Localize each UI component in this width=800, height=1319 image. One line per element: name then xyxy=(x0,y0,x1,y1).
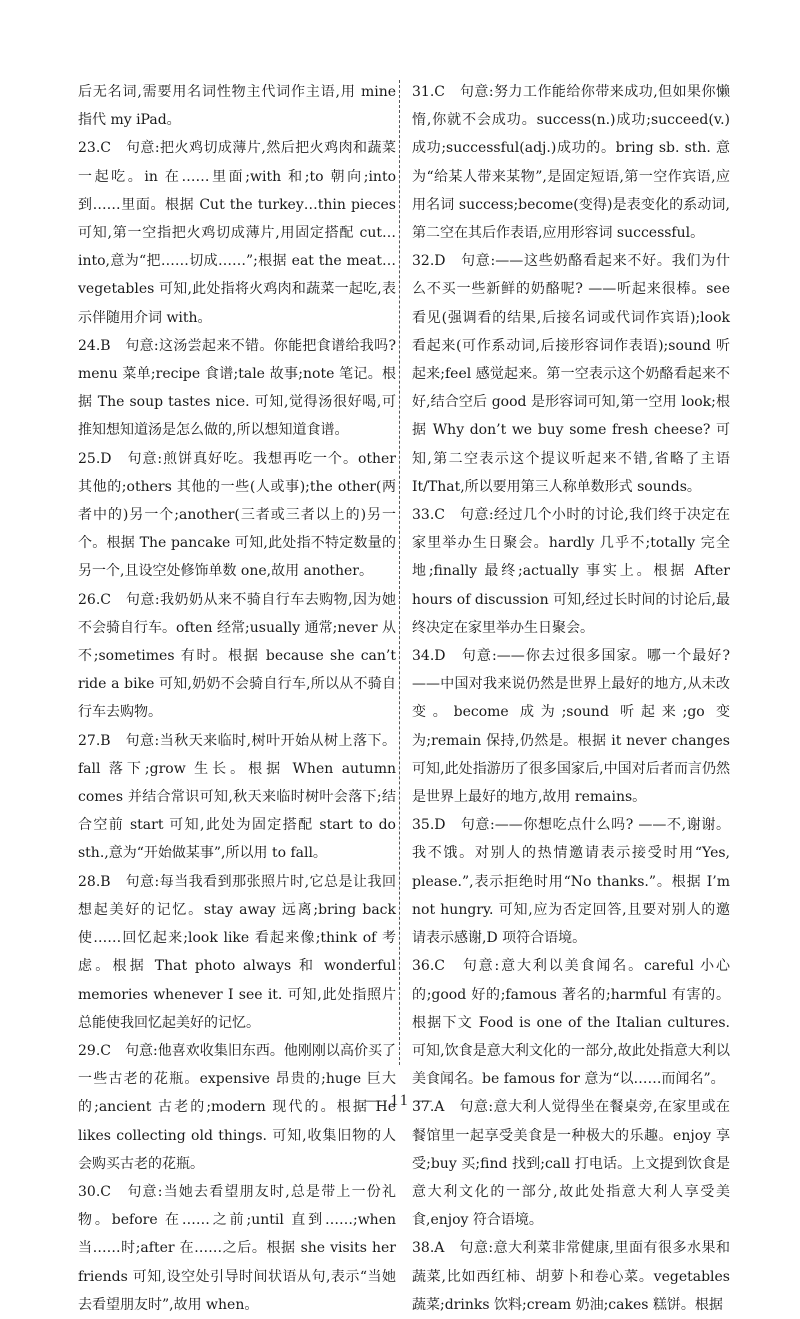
answer-paragraph: 37.A 句意:意大利人觉得坐在餐桌旁,在家里或在餐馆里一起享受美食是一种极大的乐趣。enjoy 享受;buy 买;find 找到;call 打电话。上文提到饮食是意大利文化的一部分,故此处指意大利人享受美食,enjoy 符合语境。 xyxy=(412,1099,730,1229)
answer-paragraph: 28.B 句意:每当我看到那张照片时,它总是让我回想起美好的记忆。stay away 远离;bring back 使……回忆起来;look like 看起来像;think of 考虑。根据 That photo always 和 wonderful memories whenever I see it. 可知,此处指照片总能使我回忆起美好的记忆。 xyxy=(78,873,396,1031)
answer-paragraph: 35.D 句意:——你想吃点什么吗? ——不,谢谢。我不饿。对别人的热情邀请表示接受时用“Yes, please.”,表示拒绝时用“No thanks.”。根据 I’m not hungry. 可知,应为否定回答,且要对别人的邀请表示感谢,D 项符合语境。 xyxy=(412,817,730,947)
answer-paragraph: 38.A 句意:意大利菜非常健康,里面有很多水果和蔬菜,比如西红柿、胡萝卜和卷心菜。vegetables 蔬菜;drinks 饮料;cream 奶油;cakes 糕饼。根据 xyxy=(412,1240,730,1313)
page-number: — 11 — xyxy=(366,1092,434,1109)
answer-paragraph: 31.C 句意:努力工作能给你带来成功,但如果你懒惰,你就不会成功。success(n.)成功;succeed(v.)成功;successful(adj.)成功的。bring sb. sth. 意为“给某人带来某物”,是固定短语,第一空作宾语,应用名词 success;become(变得)是表变化的系动词,第二空在其后作表语,应用形容词 successful。 xyxy=(412,84,730,242)
column-divider xyxy=(399,80,400,1065)
answer-paragraph: 30.C 句意:当她去看望朋友时,总是带上一份礼物。before 在……之前;until 直到……;when 当……时;after 在……之后。根据 she visits her friends 可知,设空处引导时间状语从句,表示“当她去看望朋友时”,故用 when。 xyxy=(78,1183,396,1313)
answer-paragraph: 27.B 句意:当秋天来临时,树叶开始从树上落下。fall 落下;grow 生长。根据 When autumn comes 并结合常识可知,秋天来临时树叶会落下;结合空前 start 可知,此处为固定搭配 start to do sth.,意为“开始做某事”,所以用 to fall。 xyxy=(78,732,396,862)
answer-paragraph: 后无名词,需要用名词性物主代词作主语,用 mine 指代 my iPad。 xyxy=(78,84,396,129)
answer-paragraph: 25.D 句意:煎饼真好吃。我想再吃一个。other 其他的;others 其他的一些(人或事);the other(两者中的)另一个;another(三者或三者以上的)另一个。根据 The pancake 可知,此处指不特定数量的另一个,且设空处修饰单数 one,故用 another。 xyxy=(78,450,396,580)
answer-paragraph: 29.C 句意:他喜欢收集旧东西。他刚刚以高价买了一些古老的花瓶。expensive 昂贵的;huge 巨大的;ancient 古老的;modern 现代的。根据 He likes collecting old things. 可知,收集旧物的人会购买古老的花瓶。 xyxy=(78,1042,396,1172)
answer-paragraph: 24.B 句意:这汤尝起来不错。你能把食谱给我吗? menu 菜单;recipe 食谱;tale 故事;note 笔记。根据 The soup tastes nice. 可知,觉得汤很好喝,可推知想知道汤是怎么做的,所以想知道食谱。 xyxy=(78,337,396,439)
answer-paragraph: 23.C 句意:把火鸡切成薄片,然后把火鸡肉和蔬菜一起吃。in 在……里面;with 和;to 朝向;into 到……里面。根据 Cut the turkey…thin pieces 可知,第一空指把火鸡切成薄片,用固定搭配 cut…into,意为“把……切成……”;根据 eat the meat…vegetables 可知,此处指将火鸡肉和蔬菜一起吃,表示伴随用介词 with。 xyxy=(78,140,396,326)
answer-paragraph: 33.C 句意:经过几个小时的讨论,我们终于决定在家里举办生日聚会。hardly 几乎不;totally 完全地;finally 最终;actually 事实上。根据 After hours of discussion 可知,经过长时间的讨论后,最终决定在家里举办生日聚会。 xyxy=(412,507,730,636)
answer-paragraph: 34.D 句意:——你去过很多国家。哪一个最好? ——中国对我来说仍然是世界上最好的地方,从未改变。become 成为;sound 听起来;go 变为;remain 保持,仍然是。根据 it never changes 可知,此处指游历了很多国家后,中国对后者而言仍然是世界上最好的地方,故用 remains。 xyxy=(412,648,730,806)
answer-paragraph: 26.C 句意:我奶奶从来不骑自行车去购物,因为她不会骑自行车。often 经常;usually 通常;never 从不;sometimes 有时。根据 because she can’t ride a bike 可知,奶奶不会骑自行车,所以从不骑自行车去购物。 xyxy=(78,591,396,721)
left-column xyxy=(78,78,396,1319)
right-column xyxy=(412,78,730,1319)
answer-paragraph: 36.C 句意:意大利以美食闻名。careful 小心的;good 好的;famous 著名的;harmful 有害的。根据下文 Food is one of the Italian cultures. 可知,饮食是意大利文化的一部分,故此处指意大利以美食闻名。be famous for 意为“以……而闻名”。 xyxy=(412,958,730,1088)
answer-paragraph: 32.D 句意:——这些奶酪看起来不好。我们为什么不买一些新鲜的奶酪呢? ——听起来很棒。see 看见(强调看的结果,后接名词或代词作宾语);look 看起来(可作系动词,后接形容词作表语);sound 听起来;feel 感觉起来。第一空表示这个奶酪看起来不好,结合空后 good 是形容词可知,第一空用 look;根据 Why don’t we buy some fresh cheese? 可知,第二空表示这个提议听起来不错,省略了主语 It/That,所以要用第三人称单数形式 sounds。 xyxy=(412,253,730,495)
